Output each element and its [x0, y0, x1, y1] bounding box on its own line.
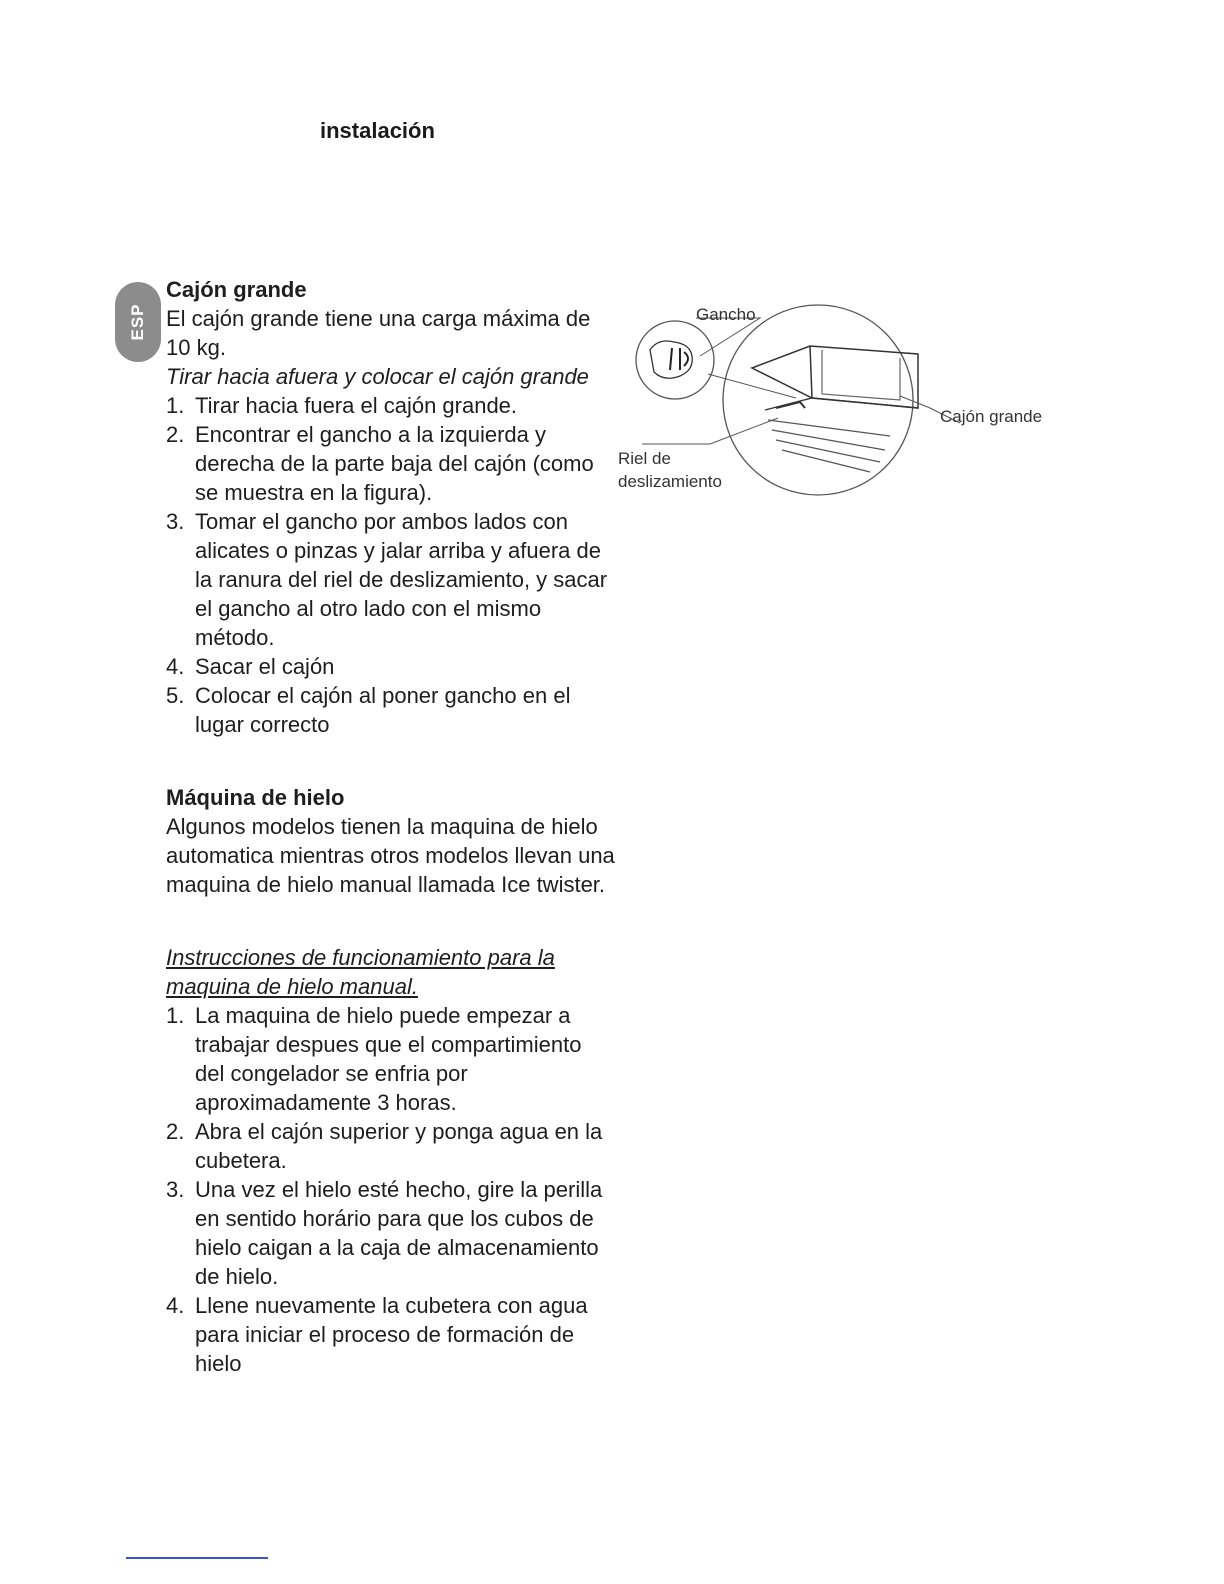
list-item	[166, 1001, 616, 1117]
large-drawer-steps	[166, 391, 616, 739]
hook-label: Gancho	[696, 305, 756, 324]
step-number: 3.	[166, 1177, 185, 1202]
list-item	[166, 507, 616, 652]
step-text: Colocar el cajón al poner gancho en el lugar correcto	[195, 683, 571, 737]
step-number: 2.	[166, 1119, 185, 1144]
footer-divider	[126, 1557, 268, 1559]
main-content	[166, 275, 616, 1378]
step-text: Encontrar el gancho a la izquierda y derecha de la parte baja del cajón (como se muestra en la figura).	[195, 422, 594, 505]
list-item	[166, 681, 616, 739]
list-item	[166, 1291, 616, 1378]
step-text: Tomar el gancho por ambos lados con alicates o pinzas y jalar arriba y afuera de la ranura del riel de deslizamiento, y sacar el gancho al otro lado con el mismo método.	[195, 509, 608, 650]
step-number: 2.	[166, 422, 185, 447]
list-item	[166, 652, 616, 681]
list-item	[166, 1175, 616, 1291]
ice-maker-intro: Algunos modelos tienen la maquina de hielo automatica mientras otros modelos llevan una maquina de hielo manual llamada Ice twister.	[166, 814, 615, 897]
page-title: instalación	[320, 118, 435, 143]
step-text: Tirar hacia fuera el cajón grande.	[195, 393, 518, 418]
rail-label-line1: Riel de	[618, 449, 671, 468]
rail-label-line2: deslizamiento	[618, 472, 722, 491]
step-number: 4.	[166, 654, 185, 679]
step-text: Llene nuevamente la cubetera con agua para iniciar el proceso de formación de hielo	[195, 1293, 588, 1376]
ice-maker-title: Máquina de hielo	[166, 785, 345, 810]
list-item	[166, 1117, 616, 1175]
ice-maker-instructions-title: Instrucciones de funcionamiento para la maquina de hielo manual.	[166, 945, 555, 999]
step-number: 4.	[166, 1293, 185, 1318]
large-drawer-subtitle: Tirar hacia afuera y colocar el cajón grande	[166, 364, 589, 389]
step-number: 1.	[166, 1003, 185, 1028]
step-number: 1.	[166, 393, 185, 418]
ice-maker-steps	[166, 1001, 616, 1378]
step-text: La maquina de hielo puede empezar a trabajar despues que el compartimiento del congelador se enfria por aproximadamente 3 horas.	[195, 1003, 582, 1115]
step-text: Sacar el cajón	[195, 654, 335, 679]
drawer-hook-figure	[600, 290, 1080, 520]
step-text: Abra el cajón superior y ponga agua en la cubetera.	[195, 1119, 603, 1173]
language-tab	[115, 282, 161, 362]
list-item	[166, 420, 616, 507]
language-tab-label: ESP	[128, 303, 147, 341]
step-number: 5.	[166, 683, 185, 708]
step-text: Una vez el hielo esté hecho, gire la perilla en sentido horário para que los cubos de hielo caigan a la caja de almacenamiento de hielo.	[195, 1177, 603, 1289]
step-number: 3.	[166, 509, 185, 534]
large-drawer-intro: El cajón grande tiene una carga máxima de 10 kg.	[166, 306, 591, 360]
list-item	[166, 391, 616, 420]
large-drawer-title: Cajón grande	[166, 277, 307, 302]
large-drawer-label: Cajón grande	[940, 407, 1043, 426]
